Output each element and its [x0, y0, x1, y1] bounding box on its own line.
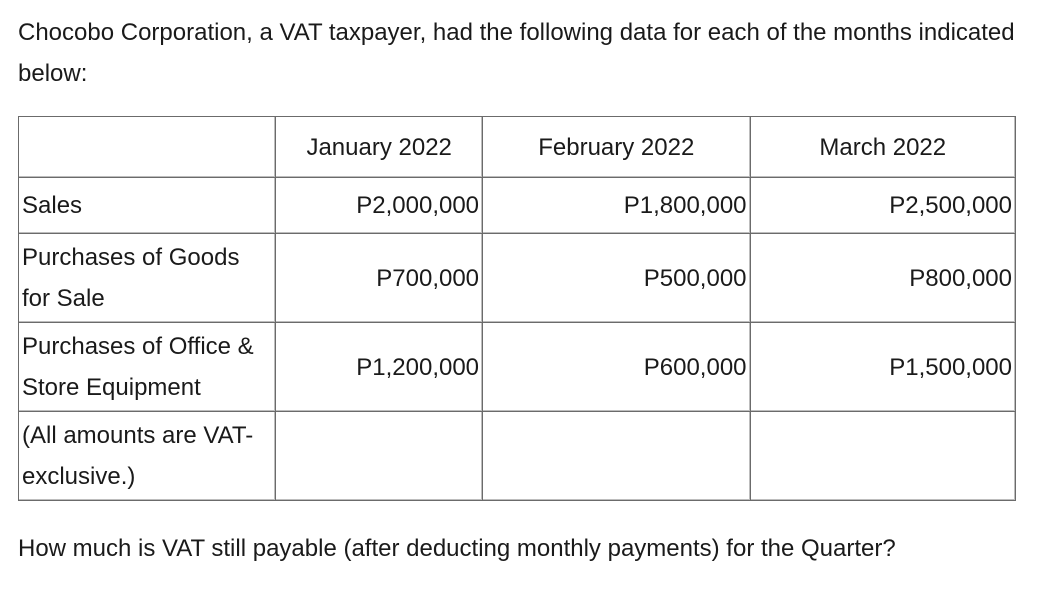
cell-amount: P800,000: [750, 234, 1015, 323]
header-cell-january: January 2022: [276, 117, 483, 178]
cell-amount: P1,500,000: [750, 323, 1015, 412]
cell-amount: P1,800,000: [483, 178, 750, 234]
header-cell-february: February 2022: [483, 117, 750, 178]
header-cell-empty: [19, 117, 276, 178]
cell-amount: P500,000: [483, 234, 750, 323]
cell-amount: P2,000,000: [276, 178, 483, 234]
table-row-purchases-goods: [19, 234, 1016, 323]
row-label: (All amounts are VAT-exclusive.): [19, 412, 276, 501]
monthly-data-table: [18, 116, 1016, 501]
cell-amount: P2,500,000: [750, 178, 1015, 234]
cell-amount: [276, 412, 483, 501]
cell-amount: [750, 412, 1015, 501]
cell-amount: P700,000: [276, 234, 483, 323]
cell-amount: P600,000: [483, 323, 750, 412]
row-label: Purchases of Office & Store Equipment: [19, 323, 276, 412]
table-row-purchases-equipment: [19, 323, 1016, 412]
intro-paragraph: Chocobo Corporation, a VAT taxpayer, had the following data for each of the months indicated below:: [18, 19, 1015, 87]
table-row-sales: [19, 178, 1016, 234]
header-cell-march: March 2022: [750, 117, 1015, 178]
cell-amount: P1,200,000: [276, 323, 483, 412]
cell-amount: [483, 412, 750, 501]
question-text: How much is VAT still payable (after deducting monthly payments) for the Quarter?: [18, 535, 896, 562]
table-row-note: [19, 412, 1016, 501]
row-label: Purchases of Goods for Sale: [19, 234, 276, 323]
table-header-row: [19, 117, 1016, 178]
row-label: Sales: [19, 178, 276, 234]
